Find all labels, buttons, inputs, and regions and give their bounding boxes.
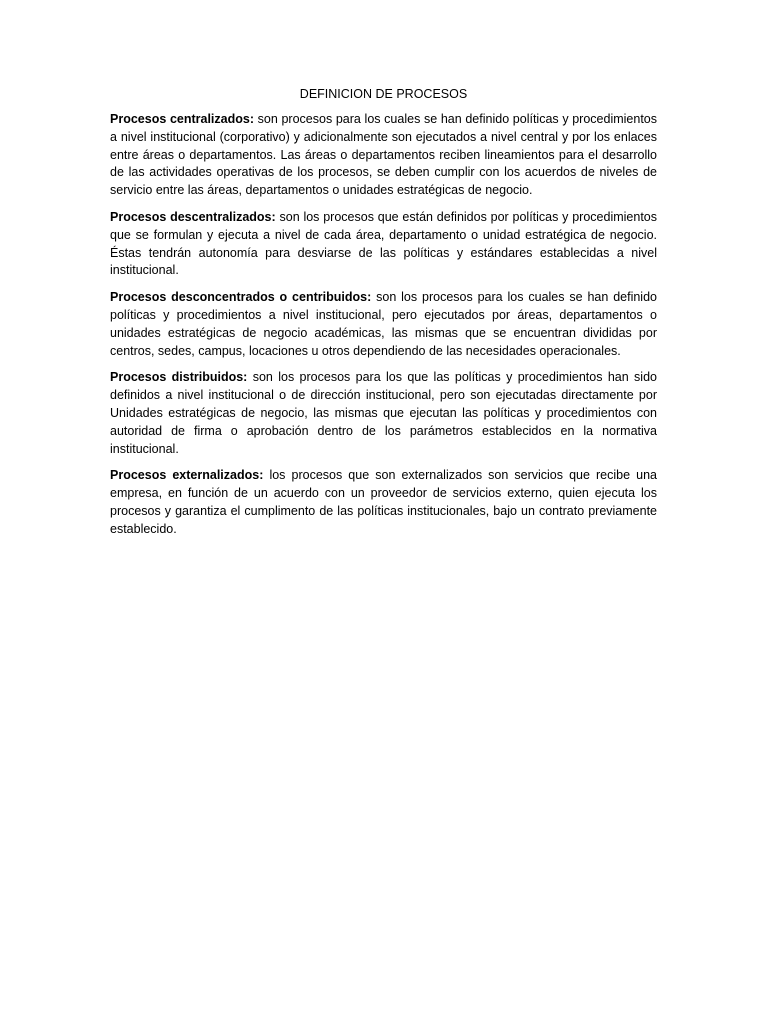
document-title: DEFINICION DE PROCESOS — [299, 87, 468, 101]
paragraph-centralizados — [110, 111, 657, 200]
term-desconcentrados: Procesos desconcentrados o centribuidos: — [110, 290, 372, 305]
definition-distribuidos: son los procesos para los que las políticas y procedimientos han sido definidos a nivel institucional o de dirección institucional, pero son ejecutadas directamente por Unidades estratégicas de negocio, las mismas que ejecutan las políticas y procedimientos con autoridad de firma o aprobación dentro de los parámetros establecidos en la normativa institucional. — [110, 370, 657, 456]
paragraph-distribuidos — [110, 369, 657, 458]
definition-externalizados: los procesos que son externalizados son servicios que recibe una empresa, en función de un acuerdo con un proveedor de servicios externo, quien ejecuta los procesos y garantiza el cumplimento de las políticas institucionales, bajo un contrato previamente establecido. — [110, 468, 657, 536]
paragraph-desconcentrados — [110, 289, 657, 360]
term-externalizados: Procesos externalizados: — [110, 468, 264, 483]
term-centralizados: Procesos centralizados: — [110, 112, 254, 126]
paragraph-descentralizados — [110, 209, 657, 280]
term-descentralizados: Procesos descentralizados: — [110, 209, 276, 224]
definition-descentralizados: son los procesos que están definidos por políticas y procedimientos que se formulan y ejecuta a nivel de cada área, departamento o unidad estratégica de negocio. Éstas tendrán autonomía para desviarse de las políticas y estándares establecidas a nivel institucional. — [110, 209, 657, 278]
definition-centralizados: son procesos para los cuales se han definido políticas y procedimientos a nivel institucional (corporativo) y adicionalmente son ejecutados a nivel central y por los enlaces entre áreas o departamentos. Las áreas o departamentos reciben lineamientos para el desarrollo de las actividades operativas de los procesos, se deben cumplir con los acuerdos de niveles de servicio entre las áreas, departamentos o unidades estratégicas de negocio. — [110, 112, 657, 198]
definition-desconcentrados: son los procesos para los cuales se han definido políticas y procedimientos a nivel institucional, pero ejecutados por áreas, departamentos o unidades estratégicas de negocio académicas, las mismas que se encuentran divididas por centros, sedes, campus, locaciones u otros dependiendo de las necesidades operacionales. — [110, 290, 657, 358]
document-page — [110, 87, 657, 548]
paragraph-externalizados — [110, 467, 657, 538]
term-distribuidos: Procesos distribuidos: — [110, 370, 248, 385]
